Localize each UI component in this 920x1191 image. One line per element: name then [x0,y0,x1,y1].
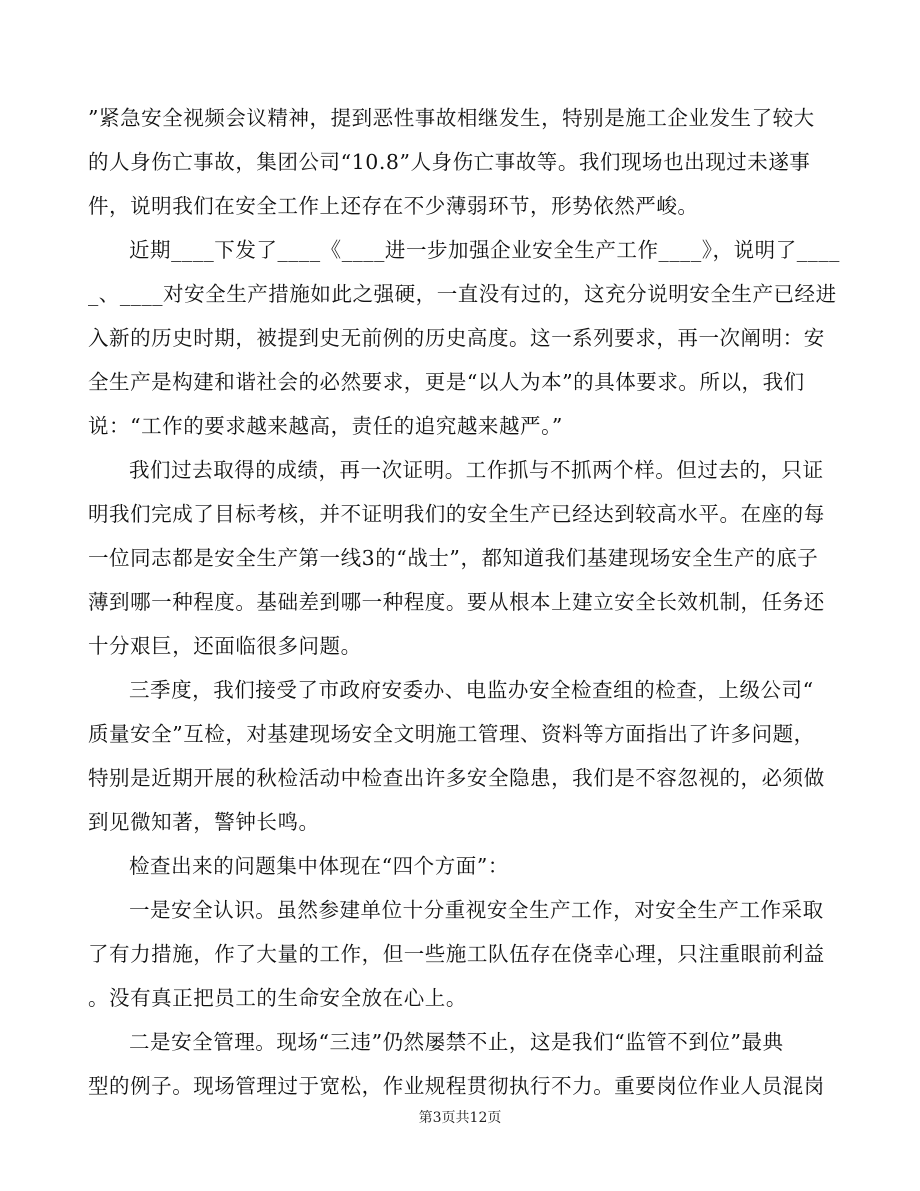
text-line: 入新的历史时期，被提到史无前例的历史高度。这一系列要求，再一次阐明：安 [88,326,825,350]
paragraph-start-line: 三季度，我们接受了市政府安委办、电监办安全检查组的检查，上级公司“ [129,678,814,702]
page-number-footer: 第3页共12页 [418,1110,502,1126]
text-line: 到见微知著，警钟长鸣。 [88,810,320,834]
text-line: 十分艰巨，还面临很多问题。 [88,634,362,658]
paragraph-start-line: 二是安全管理。现场“三违”仍然屡禁不止，这是我们“监管不到位”最典 [129,1030,784,1054]
text-line: 说：“工作的要求越来越高，责任的追究越来越严。” [88,414,563,438]
text-line: 质量安全”互检，对基建现场安全文明施工管理、资料等方面指出了许多问题， [88,722,815,746]
text-line: 了有力措施，作了大量的工作，但一些施工队伍存在侥幸心理，只注重眼前利益 [88,942,825,966]
text-line: _、____对安全生产措施如此之强硬，一直没有过的，这充分说明安全生产已经进 [88,282,837,306]
document-body [88,96,840,1108]
paragraph-start-line: 我们过去取得的成绩，再一次证明。工作抓与不抓两个样。但过去的，只证 [129,458,824,482]
text-line: 型的例子。现场管理过于宽松，作业规程贯彻执行不力。重要岗位作业人员混岗 [88,1074,825,1098]
text-line: 件，说明我们在安全工作上还存在不少薄弱环节，形势依然严峻。 [88,194,699,218]
paragraph-start-line: 近期____下发了____《____进一步加强企业安全生产工作____》，说明了____ [129,238,840,262]
text-line: ”紧急安全视频会议精神，提到恶性事故相继发生，特别是施工企业发生了较大 [88,106,815,130]
paragraph-start-line: 检查出来的问题集中体现在“四个方面”： [129,854,509,878]
text-line: 全生产是构建和谐社会的必然要求，更是“以人为本”的具体要求。所以，我们 [88,370,805,394]
text-line: 明我们完成了目标考核，并不证明我们的安全生产已经达到较高水平。在座的每 [88,502,825,526]
text-line: 薄到哪一种程度。基础差到哪一种程度。要从根本上建立安全长效机制，任务还 [88,590,825,614]
paragraph-start-line: 一是安全认识。虽然参建单位十分重视安全生产工作，对安全生产工作采取 [129,898,824,922]
text-line: 的人身伤亡事故，集团公司“10.8”人身伤亡事故等。我们现场也出现过未遂事 [88,150,811,174]
text-line: 特别是近期开展的秋检活动中检查出许多安全隐患，我们是不容忽视的，必须做 [88,766,825,790]
text-line: 一位同志都是安全生产第一线3的“战士”，都知道我们基建现场安全生产的底子 [88,546,819,570]
text-line: 。没有真正把员工的生命安全放在心上。 [88,986,467,1010]
